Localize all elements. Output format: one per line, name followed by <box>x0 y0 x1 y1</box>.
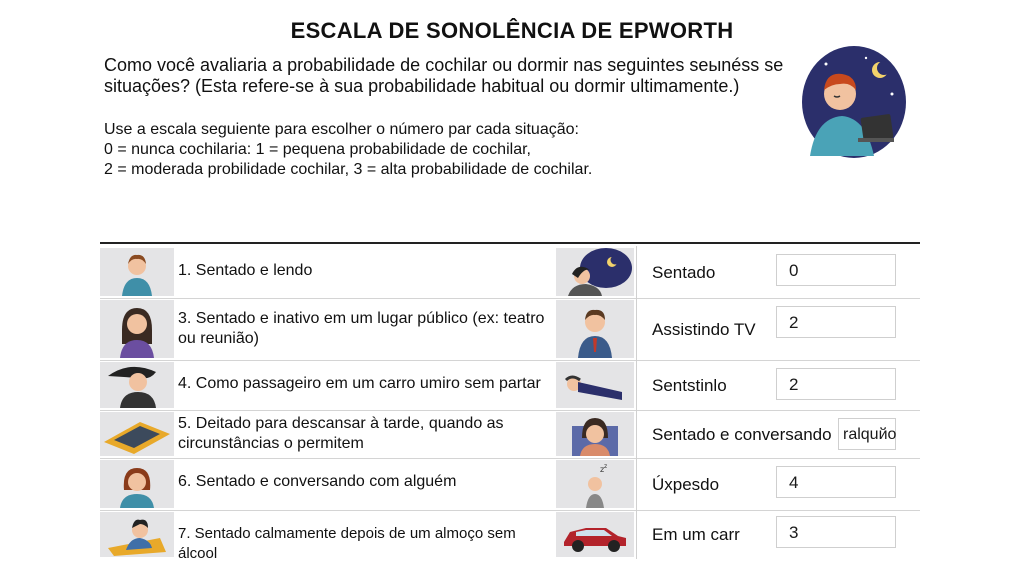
situation-text: 7. Sentado calmamente depois de um almoço sem álcool <box>178 525 516 562</box>
woman-portrait-image <box>100 300 174 358</box>
person-icon <box>556 300 634 358</box>
activity-label: Assistindo TV <box>652 320 756 339</box>
table-row <box>100 510 920 562</box>
person-reading-image <box>100 248 174 296</box>
situation-text: 4. Como passageiro em um carro umiro sem partar <box>178 375 541 392</box>
situation-text: 5. Deitado para descansar à tarde, quando as circunstâncias o permitem <box>178 415 504 452</box>
activity-label: Sentado <box>652 263 716 282</box>
sleepiness-table <box>100 242 920 561</box>
intro-text <box>104 55 794 97</box>
svg-text:z: z <box>600 465 605 474</box>
person-icon <box>100 512 174 557</box>
svg-text:z: z <box>604 463 608 470</box>
person-icon <box>556 362 634 408</box>
person-icon <box>100 300 174 358</box>
score-field[interactable]: 2 <box>776 368 896 400</box>
sleeping-night-image <box>556 248 634 296</box>
scale-line-3: 2 = moderada probilidade cochilar, 3 = alta probabilidade de cochilar. <box>104 161 593 178</box>
person-lying-image <box>556 362 634 408</box>
scale-line-2: 0 = nunca cochilaria: 1 = pequena probabilidade de cochilar, <box>104 141 531 158</box>
moon-icon <box>556 248 634 296</box>
activity-label: Sentstinlo <box>652 376 727 395</box>
activity-label: Úxpesdo <box>652 475 720 494</box>
scale-line-1: Use a escala seguiente para escolher o número par cada situação: <box>104 121 579 138</box>
activity-label: Sentado e conversando <box>652 425 832 444</box>
man-portrait-image <box>556 300 634 358</box>
situation-text: 6. Sentado e conversando com alguém <box>178 473 457 490</box>
table-row <box>100 298 920 361</box>
person-icon <box>556 460 634 508</box>
sleepy-person-illustration <box>796 46 908 166</box>
bed-resting-image <box>100 412 174 456</box>
score-field[interactable]: 0 <box>776 254 896 286</box>
intro-line-1: Como você avaliaria a probabilidade de cochilar ou dormir nas seguintes seыnéss se <box>104 55 784 75</box>
person-icon <box>100 248 174 296</box>
table-row <box>100 410 920 459</box>
car-icon <box>556 512 634 557</box>
woman-resting-image <box>556 412 634 456</box>
dozing-person-image <box>556 460 634 508</box>
situation-text: 1. Sentado e lendo <box>178 262 313 279</box>
woman-talking-image <box>100 460 174 508</box>
activity-label: Em um carr <box>652 525 740 544</box>
scale-instructions <box>104 120 704 180</box>
intro-line-2: situações? (Esta refere-se à sua probabilidade habitual ou dormir ultimamente.) <box>104 76 740 96</box>
passenger-sleeping-image <box>100 362 174 408</box>
sleepy-laptop-icon <box>796 46 908 166</box>
situation-text: 3. Sentado e inativo em um lugar público (ex: teatro ou reunião) <box>178 310 545 347</box>
score-field[interactable]: 3 <box>776 516 896 548</box>
score-field[interactable]: 4 <box>776 466 896 498</box>
person-after-lunch-image <box>100 512 174 557</box>
table-row <box>100 458 920 511</box>
person-icon <box>100 460 174 508</box>
table-row <box>100 360 920 411</box>
person-icon <box>556 412 634 456</box>
person-icon <box>100 362 174 408</box>
page-title: ESCALA DE SONOLÊNCIA DE EPWORTH <box>290 18 734 43</box>
score-field[interactable]: 2 <box>776 306 896 338</box>
bed-icon <box>100 412 174 456</box>
table-row <box>100 246 920 299</box>
car-image <box>556 512 634 557</box>
score-field[interactable]: ralquйo <box>838 418 896 450</box>
